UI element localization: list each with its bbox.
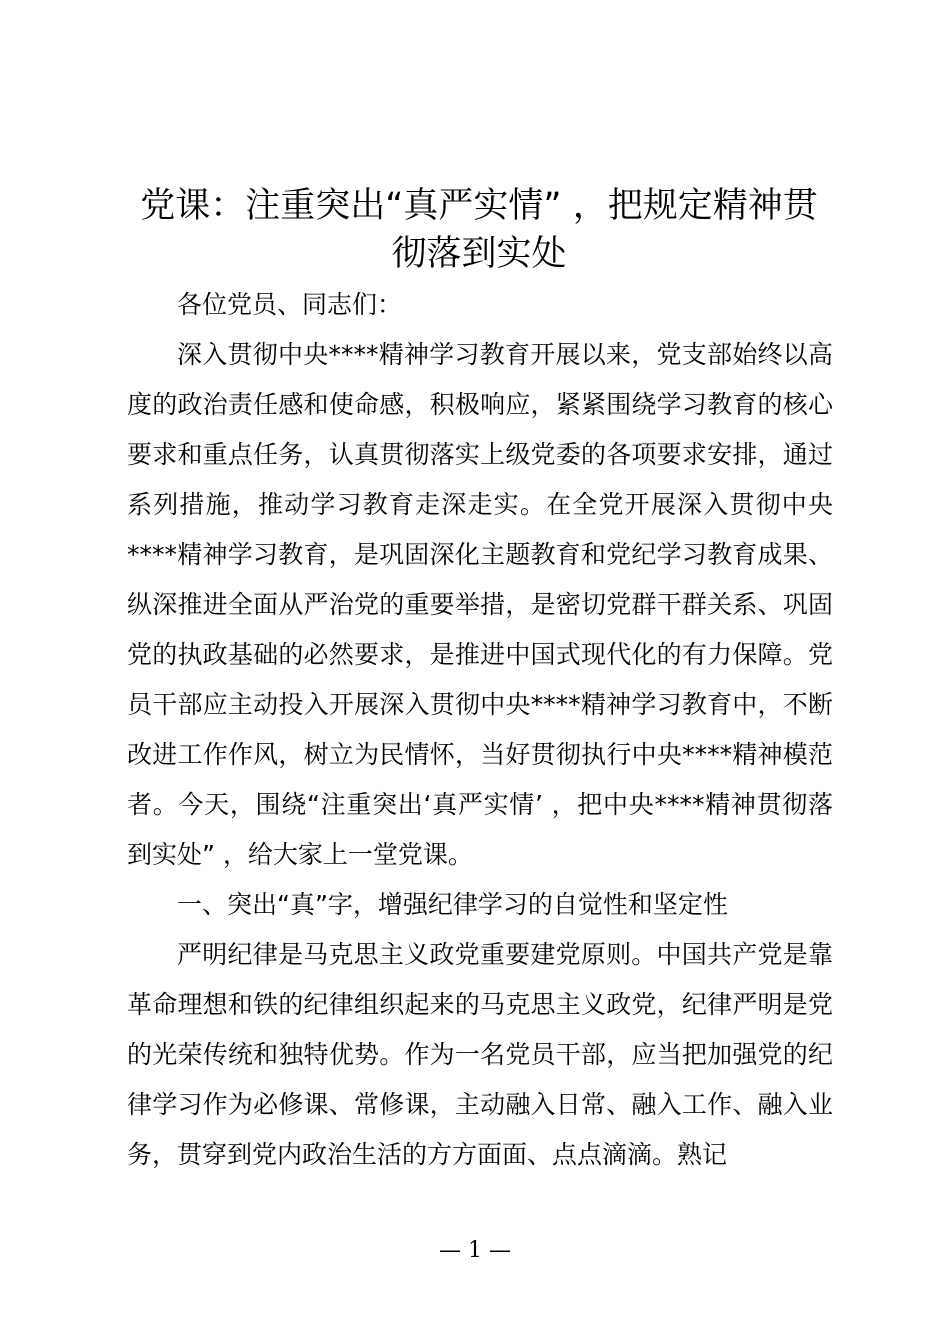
page-number: — 1 — xyxy=(439,1238,511,1263)
document-title: 党课：注重突出“真严实情” ，把规定精神贯彻落到实处 xyxy=(140,186,818,274)
section-heading: 一、突出“真”字，增强纪律学习的自觉性和坚定性 xyxy=(177,890,728,919)
intro-paragraph: 深入贯彻中央****精神学习教育开展以来，党支部始终以高度的政治责任感和使命感，积极响应，紧紧围绕学习教育的核心要求和重点任务，认真贯彻落实上级党委的各项要求安排，通过系列措施，推动学习教育走深走实。在全党开展深入贯彻中央****精神学习教育，是巩固深化主题教育和党纪学习教育成果、纵深推进全面从严治党的重要举措，是密切党群干群关系、巩固党的执政基础的必然要求，是推进中国式现代化的有力保障。党员干部应主动投入开展深入贯彻中央****精神学习教育中，不断改进工作作风，树立为民情怀，当好贯彻执行中央****精神模范者。今天，围绕“注重突出‘真严实情’ ，把中央****精神贯彻落到实处” ，给大家上一堂党课。 xyxy=(127,340,833,869)
section-paragraph: 严明纪律是马克思主义政党重要建党原则。中国共产党是靠革命理想和铁的纪律组织起来的马克思主义政党，纪律严明是党的光荣传统和独特优势。作为一名党员干部，应当把加强党的纪律学习作为必修课、常修课，主动融入日常、融入工作、融入业务，贯穿到党内政治生活的方方面面、点点滴滴。熟记 xyxy=(127,940,833,1169)
salutation-paragraph: 各位党员、同志们： xyxy=(177,290,403,319)
document-body xyxy=(127,280,833,1180)
